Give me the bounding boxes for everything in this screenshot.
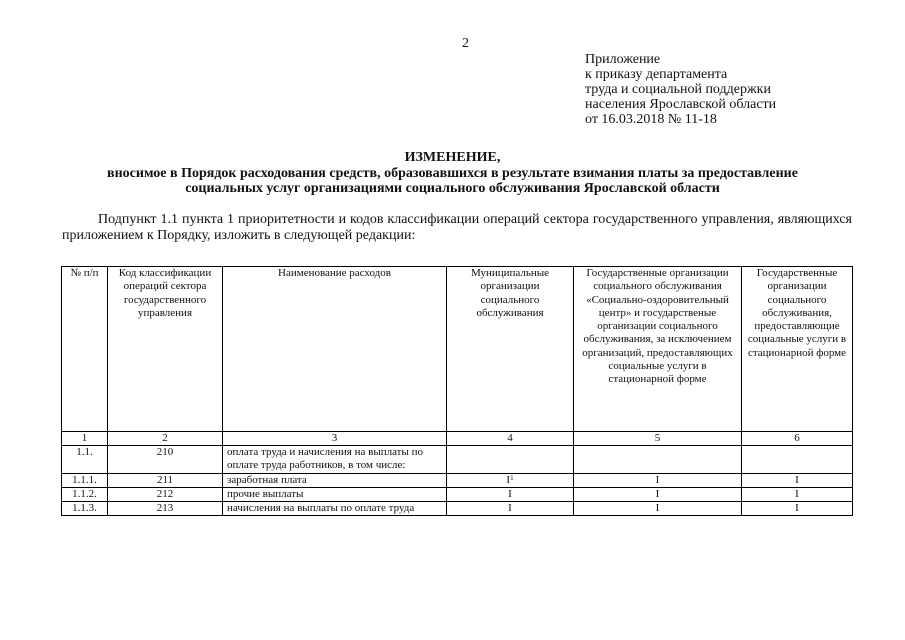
footnote-marker: 1 — [510, 473, 514, 482]
appendix-line: населения Ярославской области — [585, 97, 777, 112]
priority-cell: I — [447, 487, 574, 501]
priority-cell: I — [574, 502, 742, 516]
table-row — [62, 502, 853, 516]
priority-cell: I — [742, 487, 853, 501]
priority-cell — [447, 446, 574, 474]
header-cell: Государственные организации социального обслуживания «Социально-оздоровительный центр» и государственые организации социального обслуживания, за исключением организаций, предоставляющих социальные услуги в стационарной форме — [574, 267, 742, 432]
expense-name-cell: прочие выплаты — [223, 487, 447, 501]
table-row — [62, 473, 853, 487]
column-number-cell: 1 — [62, 432, 108, 446]
code-cell: 213 — [108, 502, 223, 516]
priority-cell: I — [742, 473, 853, 487]
title-line: вносимое в Порядок расходования средств, образовавшихся в результате взимания платы за предоставление — [107, 165, 798, 181]
priority-cell — [742, 446, 853, 474]
priority-cell: I — [742, 502, 853, 516]
priority-value: I — [506, 473, 511, 486]
column-number-cell: 2 — [108, 432, 223, 446]
column-number-cell: 4 — [447, 432, 574, 446]
column-number-cell: 6 — [742, 432, 853, 446]
row-number-cell: 1.1.2. — [62, 487, 108, 501]
table-header-row — [62, 267, 853, 432]
priority-cell: I — [574, 487, 742, 501]
document-title — [40, 150, 865, 197]
appendix-line: Приложение — [585, 52, 661, 67]
priority-cell — [574, 446, 742, 474]
code-cell: 210 — [108, 446, 223, 474]
title-heading: ИЗМЕНЕНИЕ, — [404, 150, 501, 165]
priority-cell: I — [447, 502, 574, 516]
code-cell: 212 — [108, 487, 223, 501]
header-cell: Муниципальные организации социального обслуживания — [447, 267, 574, 432]
appendix-block — [585, 52, 776, 127]
header-cell: № п/п — [62, 267, 108, 432]
table-row — [62, 487, 853, 501]
title-line: социальных услуг организациями социального обслуживания Ярославской области — [185, 181, 720, 196]
priority-cell — [447, 473, 574, 487]
header-cell: Код классификации операций сектора государственного управления — [108, 267, 223, 432]
priority-cell: I — [574, 473, 742, 487]
expense-name-cell: заработная плата — [223, 473, 447, 487]
column-number-row — [62, 432, 853, 446]
column-number-cell: 5 — [574, 432, 742, 446]
expense-name-cell: оплата труда и начисления на выплаты по оплате труда работников, в том числе: — [223, 446, 447, 474]
header-cell: Государственные организации социального обслуживания, предоставляющие социальные услуги в стационарной форме — [742, 267, 853, 432]
classification-table — [61, 266, 853, 516]
column-number-cell: 3 — [223, 432, 447, 446]
header-cell: Наименование расходов — [223, 267, 447, 432]
appendix-line: труда и социальной поддержки — [585, 82, 771, 97]
appendix-line: от 16.03.2018 № 11-18 — [585, 112, 717, 127]
code-cell: 211 — [108, 473, 223, 487]
expense-name-cell: начисления на выплаты по оплате труда — [223, 502, 447, 516]
row-number-cell: 1.1.3. — [62, 502, 108, 516]
row-number-cell: 1.1. — [62, 446, 108, 474]
table-row — [62, 446, 853, 474]
intro-paragraph: Подпункт 1.1 пункта 1 приоритетности и кодов классификации операций сектора государственного управления, являющихся приложением к Порядку, изложить в следующей редакции: — [62, 212, 852, 243]
page-number: 2 — [462, 36, 469, 51]
row-number-cell: 1.1.1. — [62, 473, 108, 487]
appendix-line: к приказу департамента — [585, 67, 728, 82]
